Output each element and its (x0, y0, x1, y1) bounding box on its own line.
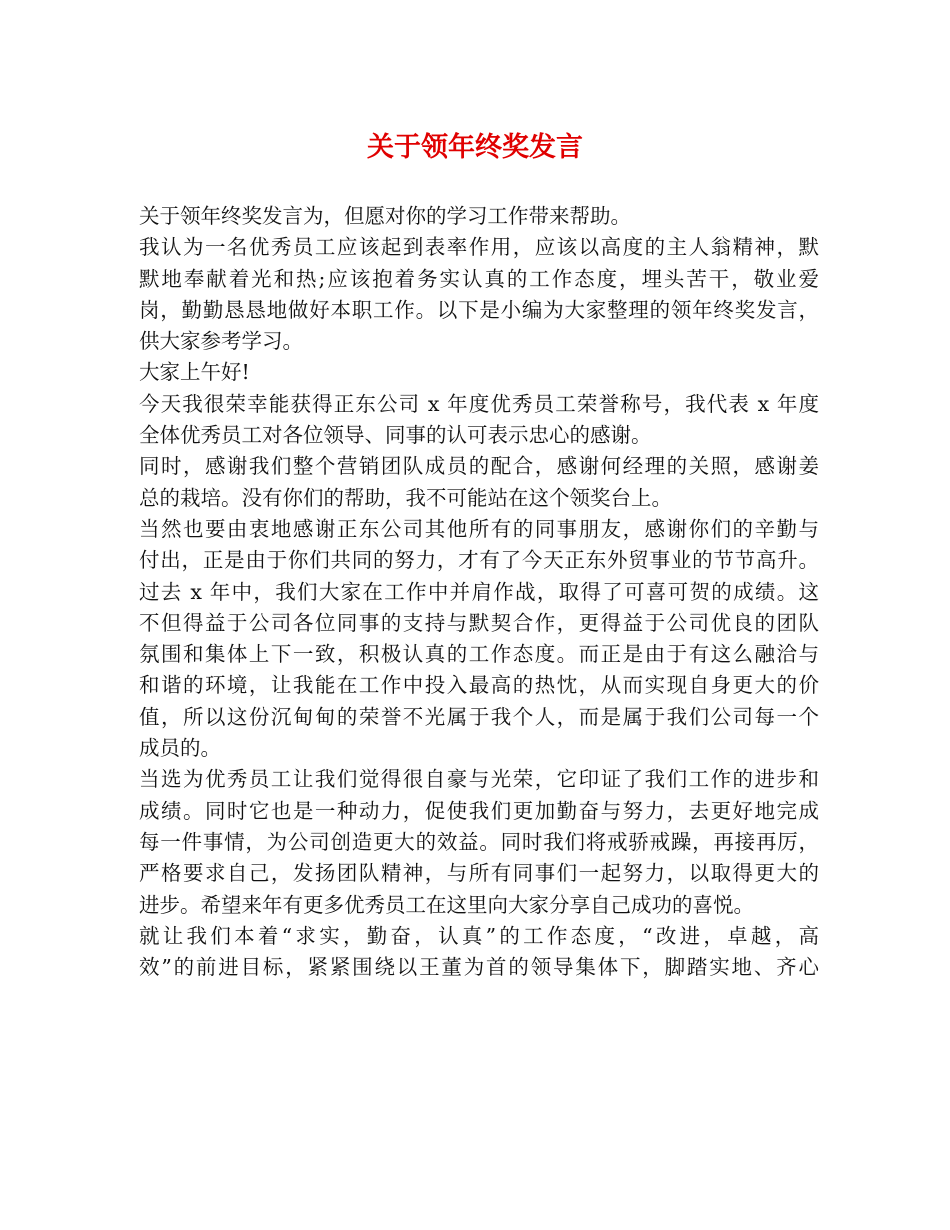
body-line: 全体优秀员工对各位领导、同事的认可表示忠心的感谢。 (139, 423, 652, 448)
body-line: 当然也要由衷地感谢正东公司其他所有的同事朋友，感谢你们的辛勤与 (139, 516, 819, 541)
body-line: 成绩。同时它也是一种动力，促使我们更加勤奋与努力，去更好地完成 (139, 798, 819, 823)
body-line: 进步。希望来年有更多优秀员工在这里向大家分享自己成功的喜悦。 (139, 892, 754, 917)
body-line: 成员的。 (139, 736, 221, 761)
body-line: 大家上午好! (139, 360, 250, 385)
body-line: 岗，勤勤恳恳地做好本职工作。以下是小编为大家整理的领年终奖发言， (139, 297, 819, 322)
body-line: 总的栽培。没有你们的帮助，我不可能站在这个领奖台上。 (139, 485, 672, 510)
document-body (139, 201, 819, 983)
body-line: 默地奉献着光和热;应该抱着务实认真的工作态度，埋头苦干，敬业爱 (139, 266, 819, 291)
body-line: 不但得益于公司各位同事的支持与默契合作，更得益于公司优良的团队 (139, 610, 819, 635)
body-line: 氛围和集体上下一致，积极认真的工作态度。而正是由于有这么融洽与 (139, 642, 819, 667)
body-line: 关于领年终奖发言为，但愿对你的学习工作带来帮助。 (139, 204, 631, 228)
body-line: 严格要求自己，发扬团队精神，与所有同事们一起努力，以取得更大的 (139, 861, 819, 886)
body-line: 当选为优秀员工让我们觉得很自豪与光荣，它印证了我们工作的进步和 (139, 767, 819, 792)
body-line: 过去 x 年中，我们大家在工作中并肩作战，取得了可喜可贺的成绩。这 (139, 579, 819, 604)
body-line: 付出，正是由于你们共同的努力，才有了今天正东外贸事业的节节高升。 (139, 548, 819, 573)
body-line: 我认为一名优秀员工应该起到表率作用，应该以高度的主人翁精神，默 (139, 235, 819, 260)
body-line: 每一件事情，为公司创造更大的效益。同时我们将戒骄戒躁，再接再厉， (139, 829, 819, 854)
body-line: 效”的前进目标，紧紧围绕以王董为首的领导集体下，脚踏实地、齐心 (139, 955, 819, 980)
body-line: 今天我很荣幸能获得正东公司 x 年度优秀员工荣誉称号，我代表 x 年度 (139, 391, 819, 416)
document-title: 关于领年终奖发言 (367, 132, 583, 163)
body-line: 同时，感谢我们整个营销团队成员的配合，感谢何经理的关照，感谢姜 (139, 454, 819, 479)
body-line: 供大家参考学习。 (139, 329, 303, 354)
body-line: 值，所以这份沉甸甸的荣誉不光属于我个人，而是属于我们公司每一个 (139, 704, 819, 729)
body-line: 和谐的环境，让我能在工作中投入最高的热忱，从而实现自身更大的价 (139, 673, 819, 698)
body-line: 就让我们本着“求实，勤奋，认真”的工作态度，“改进，卓越，高 (139, 923, 819, 948)
